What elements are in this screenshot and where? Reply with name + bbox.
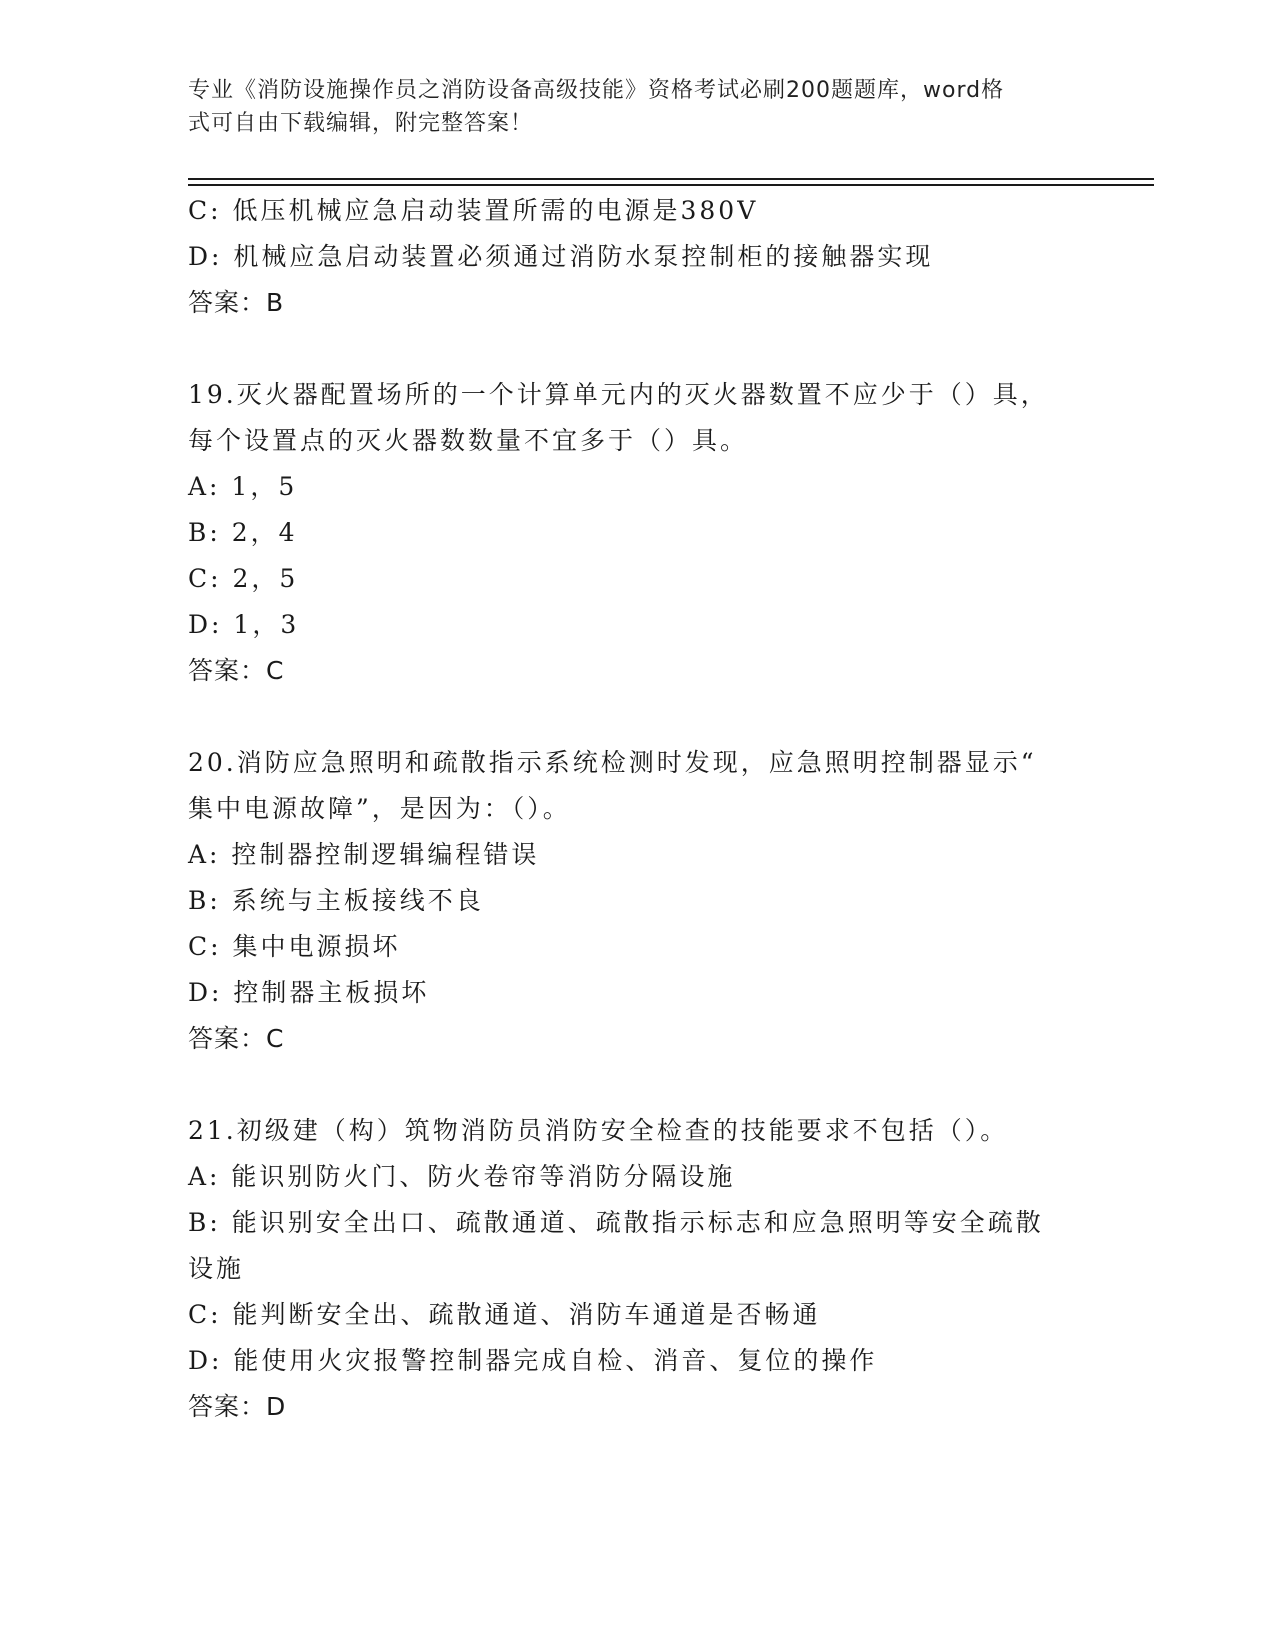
question-21 bbox=[188, 1108, 1088, 1430]
answer-label: 答案：C bbox=[188, 1024, 285, 1053]
option-b-cont: 设施 bbox=[188, 1254, 245, 1283]
document-header bbox=[188, 74, 1068, 140]
question-20 bbox=[188, 740, 1088, 1062]
question-stem-cont: 每个设置点的灭火器数数量不宜多于（）具。 bbox=[188, 426, 749, 455]
header-divider-bottom bbox=[188, 184, 1154, 186]
option-b: B: 2，4 bbox=[188, 518, 298, 547]
header-divider-top bbox=[188, 178, 1154, 180]
question-list bbox=[188, 188, 1088, 1430]
answer-label: 答案：C bbox=[188, 656, 285, 685]
spacer bbox=[188, 694, 1088, 740]
question-stem-cont: 集中电源故障”，是因为：（）。 bbox=[188, 794, 571, 823]
answer-label: 答案：B bbox=[188, 288, 285, 317]
option-b: B: 系统与主板接线不良 bbox=[188, 886, 484, 915]
question-stem: 20.消防应急照明和疏散指示系统检测时发现，应急照明控制器显示“ bbox=[188, 748, 1037, 777]
question-stem: 21.初级建（构）筑物消防员消防安全检查的技能要求不包括（）。 bbox=[188, 1116, 1009, 1145]
question-19 bbox=[188, 372, 1088, 694]
option-a: A: 能识别防火门、防火卷帘等消防分隔设施 bbox=[188, 1162, 736, 1191]
spacer bbox=[188, 1062, 1088, 1108]
option-c: C: 低压机械应急启动装置所需的电源是380V bbox=[188, 196, 759, 225]
spacer bbox=[188, 326, 1088, 372]
option-c: C: 集中电源损坏 bbox=[188, 932, 401, 961]
option-a: A: 控制器控制逻辑编程错误 bbox=[188, 840, 540, 869]
question-18-tail bbox=[188, 188, 1088, 326]
option-c: C: 2，5 bbox=[188, 564, 299, 593]
header-line-2: 式可自由下载编辑，附完整答案！ bbox=[188, 111, 534, 136]
option-d: D: 机械应急启动装置必须通过消防水泵控制柜的接触器实现 bbox=[188, 242, 934, 271]
option-d: D: 1，3 bbox=[188, 610, 300, 639]
question-stem: 19.灭火器配置场所的一个计算单元内的灭火器数置不应少于（）具， bbox=[188, 380, 1049, 409]
option-a: A: 1，5 bbox=[188, 472, 298, 501]
option-d: D: 控制器主板损坏 bbox=[188, 978, 430, 1007]
option-b: B: 能识别安全出口、疏散通道、疏散指示标志和应急照明等安全疏散 bbox=[188, 1208, 1044, 1237]
option-d: D: 能使用火灾报警控制器完成自检、消音、复位的操作 bbox=[188, 1346, 878, 1375]
header-line-1: 专业《消防设施操作员之消防设备高级技能》资格考试必刷200题题库，word格 bbox=[188, 78, 1005, 103]
answer-label: 答案：D bbox=[188, 1392, 287, 1421]
option-c: C: 能判断安全出、疏散通道、消防车通道是否畅通 bbox=[188, 1300, 821, 1329]
